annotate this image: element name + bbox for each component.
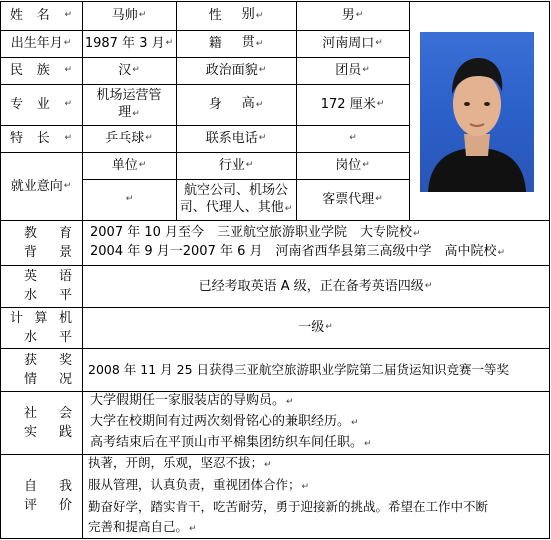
job-unit-header: 单位 ↵: [111, 158, 147, 173]
practice-line: 高考结束后在平顶山市平棉集团纺织车间任职。↵: [90, 435, 372, 450]
job-label: 就业意向 ↵: [10, 178, 72, 194]
phone-label: 联系电话 ↵: [205, 131, 267, 146]
phone-value: ↵: [349, 133, 357, 143]
native-label: 籍 贯↵: [208, 35, 264, 51]
gender-value: 男 ↵: [341, 8, 364, 23]
gender-label: 性 别↵: [208, 7, 264, 23]
height-value: 172 厘米 ↵: [320, 97, 385, 112]
english-label: 英 语 水 平: [24, 269, 72, 303]
self-eval-label: 自 我 评 价: [24, 479, 72, 513]
self-eval-line: 完善和提高自己。↵: [88, 519, 197, 534]
computer-label: 计 算 机 水 平: [10, 310, 72, 345]
practice-line: 大学在校期间有过两次刻骨铭心的兼职经历。↵: [90, 414, 359, 429]
self-eval-content: [82, 454, 549, 538]
practice-content: [82, 391, 549, 454]
computer-content: 一级 ↵: [298, 320, 333, 335]
specialty-label: 特 长 ↵: [10, 131, 72, 146]
education-line: 2004 年 9 月一2007 年 6 月 河南省西华县第三高级中学 高中院校↵: [90, 243, 506, 259]
awards-content: 2008 年 11 月 25 日获得三亚航空旅游职业学院第二届货运知识竞赛一等奖: [88, 362, 509, 377]
awards-label: 获 奖 情 况: [24, 352, 72, 387]
job-industry-value: 航空公司、机场公 司、代理人、其他↵: [179, 182, 293, 215]
name-label: 姓 名 ↵: [10, 8, 72, 23]
practice-label: 社 会 实 践: [24, 405, 72, 440]
ethnic-label: 民 族 ↵: [10, 63, 72, 78]
self-eval-line: 服从管理，认真负责，重视团体合作；↵: [88, 477, 310, 492]
name-value: 马帅 ↵: [111, 8, 147, 23]
education-label: 教 育 背 景: [24, 225, 72, 260]
major-label: 专 业 ↵: [10, 97, 72, 112]
birth-value: 1987 年 3 月 ↵: [84, 36, 174, 51]
profile-photo: [420, 32, 534, 192]
political-label: 政治面貌 ↵: [205, 63, 267, 78]
self-eval-line: 勤奋好学，踏实肯干，吃苦耐劳，勇于迎接新的挑战。希望在工作中不断: [88, 499, 489, 514]
education-content: [82, 220, 549, 265]
job-unit-value: ↵: [125, 194, 134, 204]
height-label: 身 高↵: [208, 96, 264, 112]
person-photo-icon: [420, 32, 534, 192]
specialty-value: 乒乓球 ↵: [105, 131, 153, 146]
job-industry-header: 行业 ↵: [218, 158, 254, 173]
self-eval-line: 执著，开朗，乐观，坚忍不拔；↵: [88, 455, 272, 470]
political-value: 团员 ↵: [335, 63, 370, 78]
english-content: 已经考取英语 A 级，正在备考英语四级 ↵: [198, 278, 433, 294]
job-position-header: 岗位 ↵: [335, 158, 370, 173]
birth-label: 出生年月 ↵: [10, 36, 72, 51]
education-line: 2007 年 10 月至今 三亚航空旅游职业学院 大专院校↵: [90, 224, 421, 240]
native-value: 河南周口 ↵: [322, 36, 383, 51]
job-position-value: 客票代理 ↵: [322, 192, 383, 207]
major-value: 机场运营管 理↵: [96, 87, 162, 120]
practice-line: 大学假期任一家服装店的导购员。↵: [90, 393, 294, 408]
ethnic-value: 汉 ↵: [118, 63, 140, 78]
